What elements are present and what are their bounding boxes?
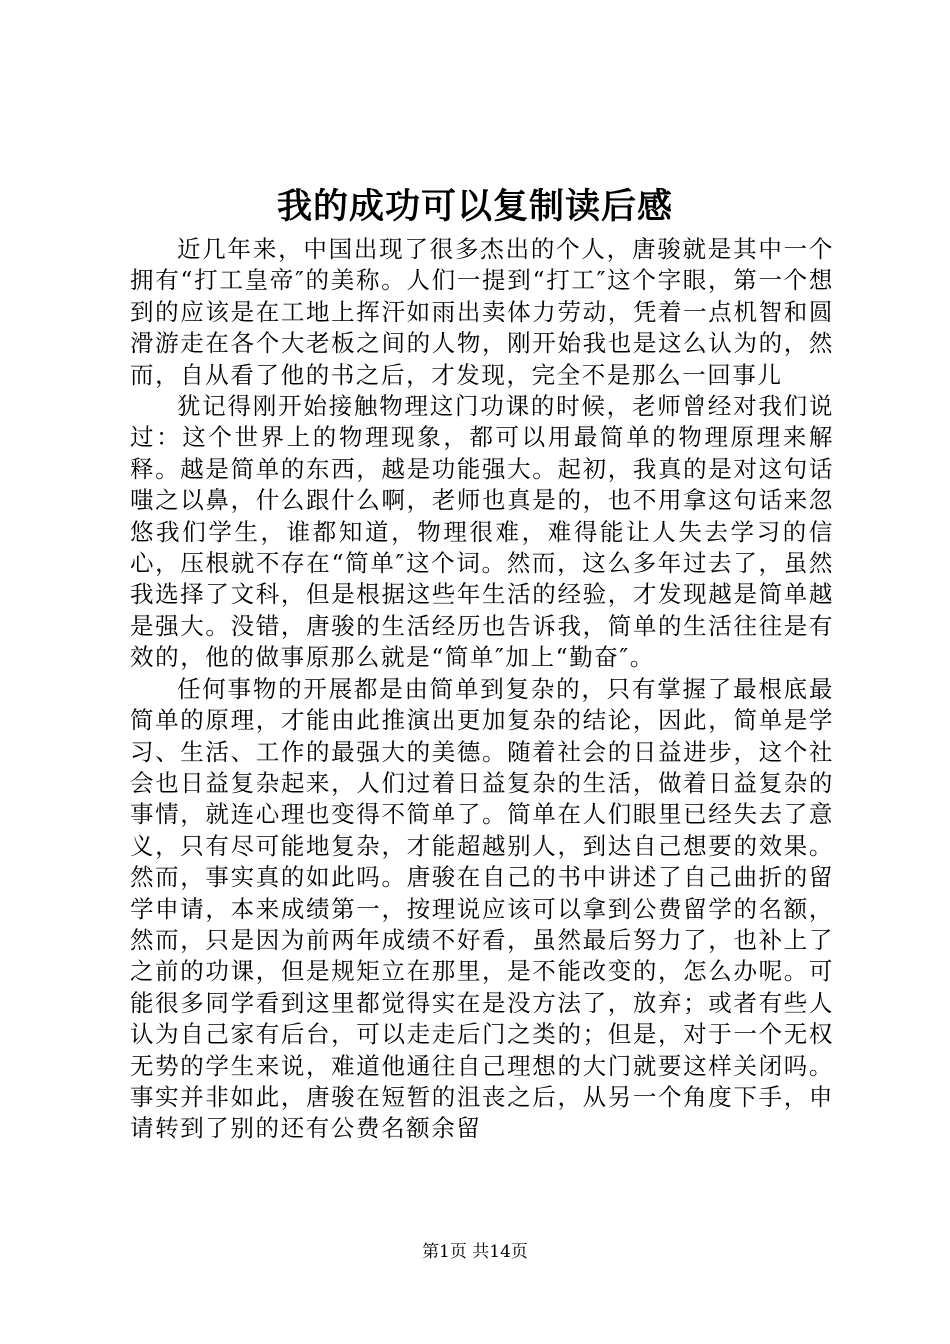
page-footer: 第1页 共14页	[422, 1242, 528, 1262]
paragraph: 犹记得刚开始接触物理这门功课的时候，老师曾经对我们说过：这个世界上的物理现象，都可以用最简单的物理原理来解释。越是简单的东西，越是功能强大。起初，我真的是对这句话嗤之以鼻，什么跟什么啊，老师也真是的，也不用拿这句话来忽悠我们学生，谁都知道，物理很难，难得能让人失去学习的信心，压根就不存在“简单″这个词。然而，这么多年过去了，虽然我选择了文科，但是根据这些年生活的经验，才发现越是简单越是强大。没错，唐骏的生活经历也告诉我，简单的生活往往是有效的，他的做事原那么就是“简单″加上“勤奋″。	[130, 392, 834, 672]
paragraph: 任何事物的开展都是由简单到复杂的，只有掌握了最根底最简单的原理，才能由此推演出更加复杂的结论，因此，简单是学习、生活、工作的最强大的美德。随着社会的日益进步，这个社会也日益复杂起来，人们过着日益复杂的生活，做着日益复杂的事情，就连心理也变得不简单了。简单在人们眼里已经失去了意义，只有尽可能地复杂，才能超越别人，到达自己想要的效果。然而，事实真的如此吗。唐骏在自己的书中讲述了自己曲折的留学申请，本来成绩第一，按理说应该可以拿到公费留学的名额，然而，只是因为前两年成绩不好看，虽然最后努力了，也补上了之前的功课，但是规矩立在那里，是不能改变的，怎么办呢。可能很多同学看到这里都觉得实在是没方法了，放弃；或者有些人认为自己家有后台，可以走走后门之类的；但是，对于一个无权无势的学生来说，难道他通往自己理想的大门就要这样关闭吗。事实并非如此，唐骏在短暂的沮丧之后，从另一个角度下手，申请转到了别的还有公费名额余留	[130, 674, 834, 1143]
document-title: 我的成功可以复制读后感	[276, 186, 673, 227]
paragraph: 近几年来，中国出现了很多杰出的个人，唐骏就是其中一个拥有“打工皇帝″的美称。人们一提到“打工″这个字眼，第一个想到的应该是在工地上挥汗如雨出卖体力劳动，凭着一点机智和圆滑游走在各个大老板之间的人物，刚开始我也是这么认为的，然而，自从看了他的书之后，才发现，完全不是那么一回事儿	[130, 235, 834, 389]
document-body	[130, 234, 834, 1145]
